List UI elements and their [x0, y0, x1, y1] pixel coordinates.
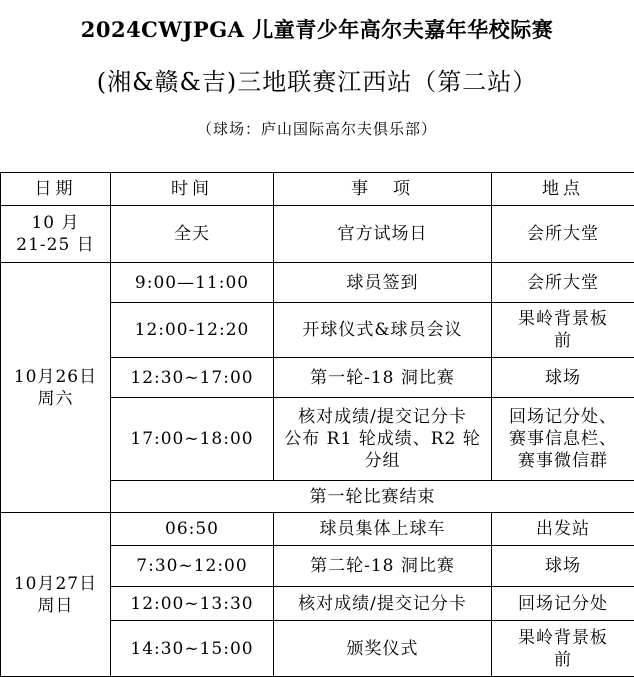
event-cell: 球员签到 [274, 263, 492, 303]
place-cell: 果岭背景板 前 [492, 621, 634, 677]
time-cell: 12:00-12:20 [111, 303, 274, 358]
place-cell: 球场 [492, 358, 634, 398]
place-cell: 果岭背景板 前 [492, 303, 634, 358]
place-cell: 球场 [492, 546, 634, 587]
title-line-1: 2024CWJPGA 儿童青少年高尔夫嘉年华校际赛 [0, 14, 634, 44]
round-end-note: 第一轮比赛结束 [111, 481, 634, 513]
event-cell: 官方试场日 [274, 206, 492, 263]
time-cell: 全天 [111, 206, 274, 263]
title-line-2: (湘&赣&吉)三地联赛江西站（第二站） [0, 62, 634, 97]
date-cell: 10月27日 周日 [1, 513, 111, 677]
place-cell: 会所大堂 [492, 263, 634, 303]
event-cell: 第一轮-18 洞比赛 [274, 358, 492, 398]
header-time: 时间 [111, 173, 274, 206]
event-cell: 颁奖仪式 [274, 621, 492, 677]
event-cell: 核对成绩/提交记分卡 [274, 587, 492, 621]
time-cell: 14:30~15:00 [111, 621, 274, 677]
header-date: 日期 [1, 173, 111, 206]
event-cell: 球员集体上球车 [274, 513, 492, 546]
date-cell: 10月26日 周六 [1, 263, 111, 513]
event-cell: 开球仪式&球员会议 [274, 303, 492, 358]
time-cell: 12:30~17:00 [111, 358, 274, 398]
time-cell: 7:30~12:00 [111, 546, 274, 587]
event-cell: 第二轮-18 洞比赛 [274, 546, 492, 587]
venue-note: （球场：庐山国际高尔夫俱乐部） [0, 118, 634, 139]
place-cell: 回场记分处、 赛事信息栏、 赛事微信群 [492, 398, 634, 481]
event-cell: 核对成绩/提交记分卡 公布 R1 轮成绩、R2 轮 分组 [274, 398, 492, 481]
place-cell: 出发站 [492, 513, 634, 546]
time-cell: 12:00~13:30 [111, 587, 274, 621]
table-row [1, 206, 634, 263]
header-place: 地点 [492, 173, 634, 206]
place-cell: 回场记分处 [492, 587, 634, 621]
table-row [1, 513, 634, 546]
header-row [1, 173, 634, 206]
time-cell: 06:50 [111, 513, 274, 546]
header-event: 事 项 [274, 173, 492, 206]
table-row [1, 263, 634, 303]
date-cell: 10 月 21-25 日 [1, 206, 111, 263]
time-cell: 17:00~18:00 [111, 398, 274, 481]
place-cell: 会所大堂 [492, 206, 634, 263]
time-cell: 9:00—11:00 [111, 263, 274, 303]
schedule-table [0, 172, 634, 677]
